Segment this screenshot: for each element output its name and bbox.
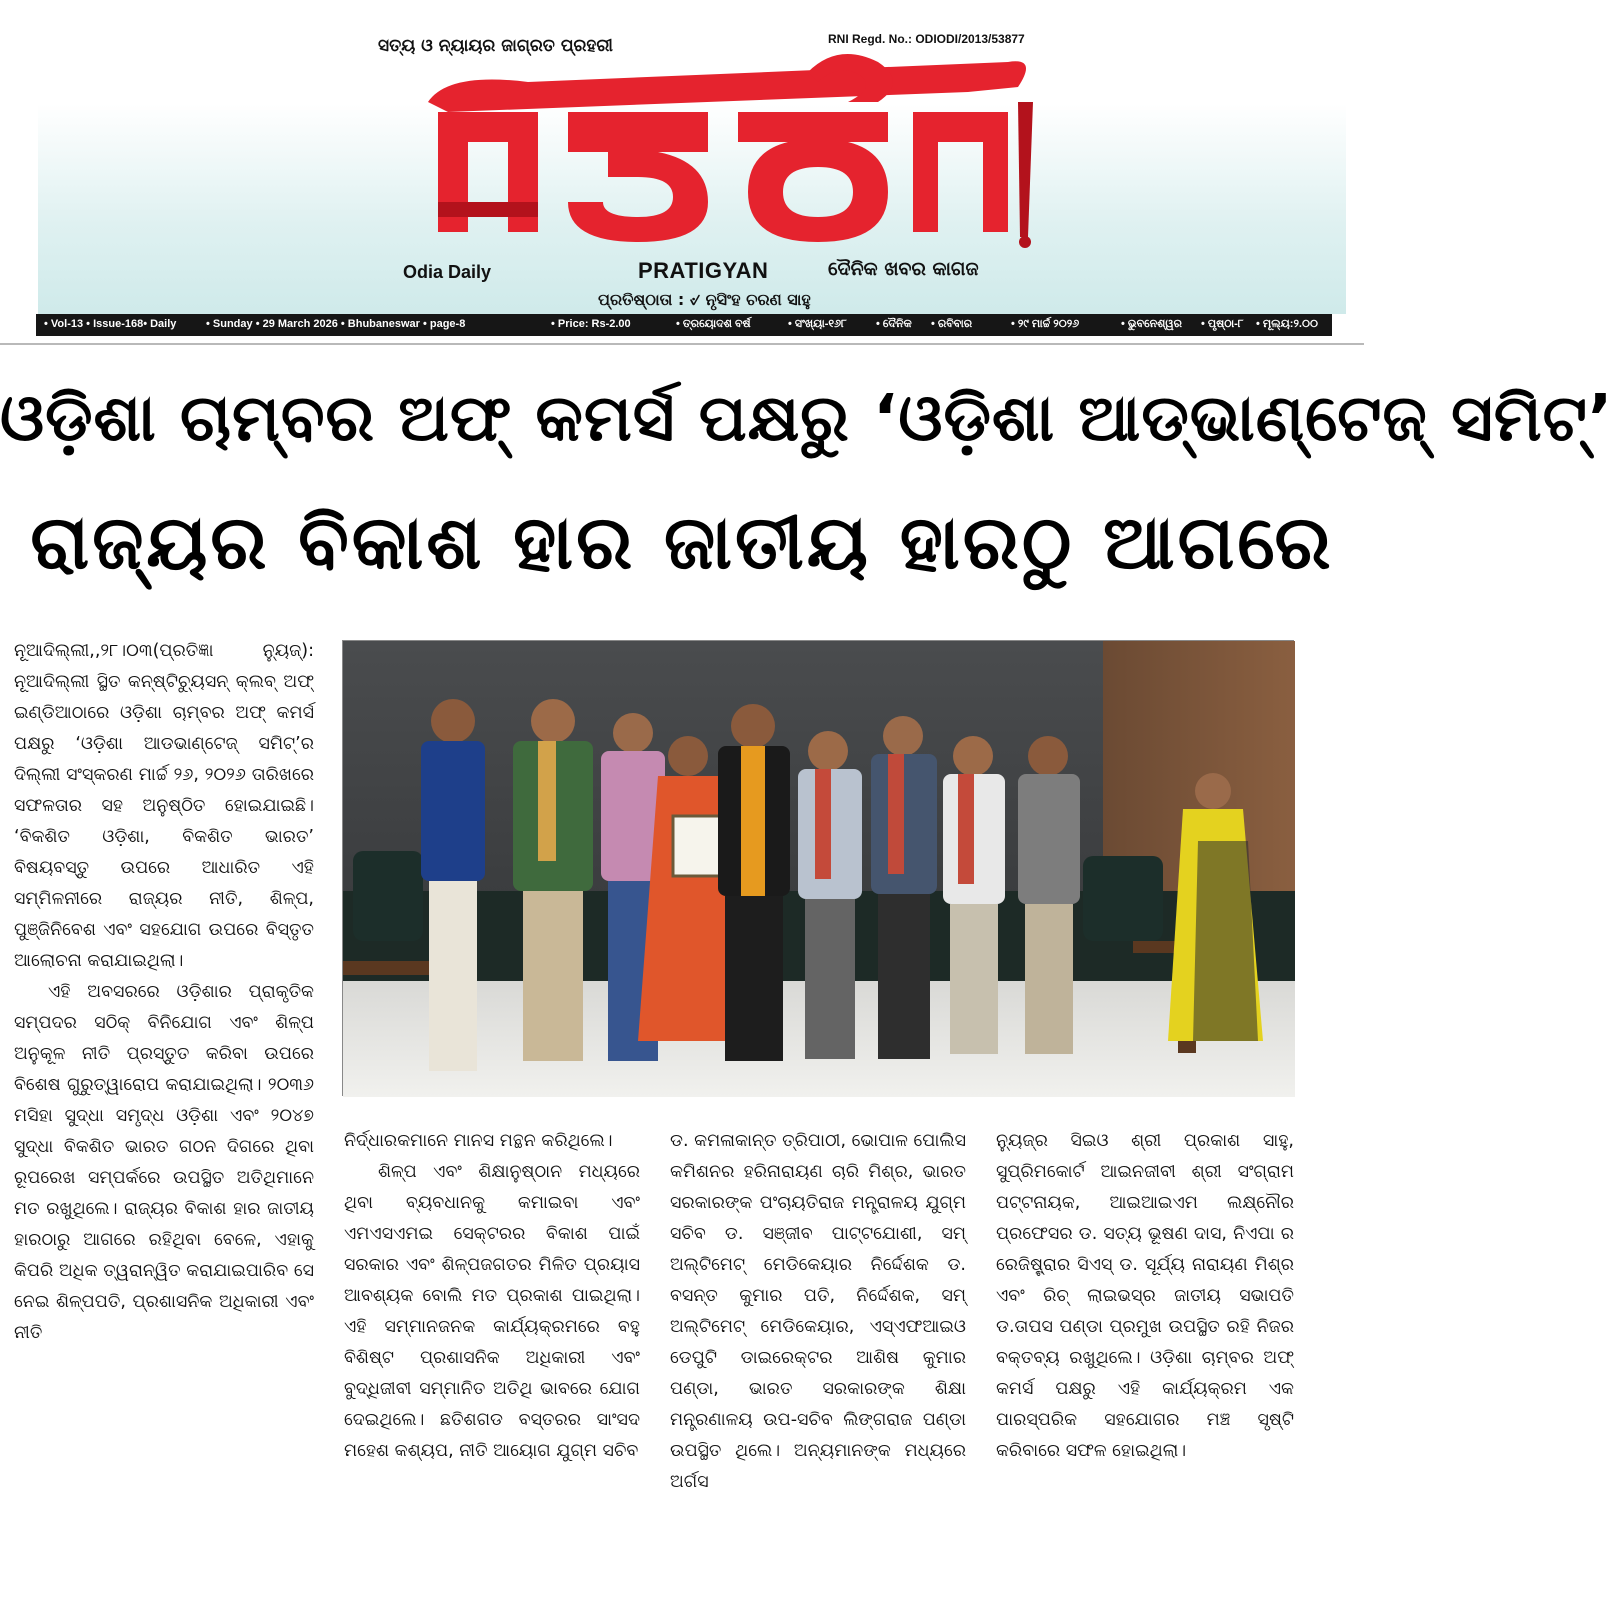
event-photo-illustration — [343, 641, 1295, 1097]
strip-volume: • Vol-13 • Issue-168• Daily — [44, 318, 177, 330]
strip-odia-price: • ମୂଲ୍ୟ:୨.୦୦ — [1256, 318, 1318, 330]
article-paragraph: ଡ. କମଳାକାନ୍ତ ତ୍ରିପାଠୀ, ଭୋପାଳ ପୋଲିସ କମିଶନର ହରିନାରାୟଣ ଚାରି ମିଶ୍ର, ଭାରତ ସରକାରଙ୍କ ପଂଚାୟତିରାଜ ମନ୍ତ୍ରାଳୟ ଯୁଗ୍ମ ସଚିବ ଡ. ସଞ୍ଜୀବ ପାଟ୍ଟଯୋଶୀ, ସମ୍ ଅଲ୍ଟିମେଟ୍ ମେଡିକେୟାର ନିର୍ଦ୍ଦେଶକ ଡ. ବସନ୍ତ କୁମାର ପତି, ନିର୍ଦ୍ଦେଶକ, ସମ୍ ଅଲ୍ଟିମେଟ୍ ମେଡିକେୟାର, ଏସ୍‌ଏଫଆଇଓ ଡେପୁଟି ଡାଇରେକ୍ଟର ଆଶିଷ କୁମାର ପଣ୍ଡା, ଭାରତ ସରକାରଙ୍କ ଶିକ୍ଷା ମନ୍ତ୍ରଣାଳୟ ଉପ-ସଚିବ ଲିଙ୍ଗରାଜ ପଣ୍ଡା ଉପସ୍ଥିତ ଥିଲେ। ଅନ୍ୟମାନଙ୍କ ମଧ୍ୟରେ ଅର୍ଗସ — [670, 1131, 966, 1492]
newspaper-logo — [408, 42, 1038, 252]
headline-line-2: ରାଜ୍ୟର ବିକାଶ ହାର ଜାତୀୟ ହାରଠୁ ଆଗରେ — [30, 500, 1334, 586]
strip-odia-issue: • ସଂଖ୍ୟା-୧୬୮ — [788, 318, 847, 330]
rni-number: RNI Regd. No.: ODIODI/2013/53877 — [828, 32, 1025, 46]
article-column-1 — [14, 636, 314, 1349]
info-strip — [36, 314, 1332, 336]
strip-odia-year: • ତ୍ରୟୋଦଶ ବର୍ଷ — [676, 318, 751, 330]
article-paragraph: ନ୍ୟୁଜ୍‌ର ସିଇଓ ଶ୍ରୀ ପ୍ରକାଶ ସାହୁ, ସୁପ୍ରିମକୋର୍ଟ ଆଇନଜୀବୀ ଶ୍ରୀ ସଂଗ୍ରାମ ପଟ୍ଟନାୟକ, ଆଇଆଇଏମ ଲକ୍ଷ୍ନୌର ପ୍ରଫେସର ଡ. ସତ୍ୟ ଭୂଷଣ ଦାସ, ନିଏପା ର ରେଜିଷ୍ଟ୍ରାର ସିଏସ୍ ଡ. ସୂର୍ଯ୍ୟ ନାରାୟଣ ମିଶ୍ର ଏବଂ ରିଚ୍ ଲାଇଭସ୍‌ର ଜାତୀୟ ସଭାପତି ଡ.ତାପସ ପଣ୍ଡା ପ୍ରମୁଖ ଉପସ୍ଥିତ ରହି ନିଜର ବକ୍ତବ୍ୟ ରଖୁଥିଲେ। ଓଡ଼ିଶା ଚାମ୍ବର ଅଫ୍ କମର୍ସ ପକ୍ଷରୁ ଏହି କାର୍ଯ୍ୟକ୍ରମ ଏକ ପାରସ୍ପରିକ ସହଯୋଗର ମଞ୍ଚ ସୃଷ୍ଟି କରିବାରେ ସଫଳ ହୋଇଥିଲା। — [996, 1131, 1294, 1461]
article-paragraph: ଏହି ଅବସରରେ ଓଡ଼ିଶାର ପ୍ରାକୃତିକ ସମ୍ପଦର ସଠିକ୍ ବିନିଯୋଗ ଏବଂ ଶିଳ୍ପ ଅନୁକୂଳ ନୀତି ପ୍ରସ୍ତୁତ କରିବା ଉପରେ ବିଶେଷ ଗୁରୁତ୍ୱାରୋପ କରାଯାଇଥିଲା। ୨୦୩୬ ମସିହା ସୁଦ୍ଧା ସମୃଦ୍ଧ ଓଡ଼ିଶା ଏବଂ ୨୦୪୭ ସୁଦ୍ଧା ବିକଶିତ ଭାରତ ଗଠନ ଦିଗରେ ଥିବା ରୂପରେଖ ସମ୍ପର୍କରେ ଉପସ୍ଥିତ ଅତିଥିମାନେ ମତ ରଖୁଥିଲେ। ରାଜ୍ୟର ବିକାଶ ହାର ଜାତୀୟ ହାରଠାରୁ ଆଗରେ ରହିଥିବା ବେଳେ, ଏହାକୁ କିପରି ଅଧିକ ତ୍ୱରାନ୍ୱିତ କରାଯାଇପାରିବ ସେ ନେଇ ଶିଳ୍ପପତି, ପ୍ରଶାସନିକ ଅଧିକାରୀ ଏବଂ ନୀତି — [14, 982, 314, 1343]
founder-line: ପ୍ରତିଷ୍ଠାତା : ୰ ନୃସିଂହ ଚରଣ ସାହୁ — [598, 290, 811, 309]
article-column-2 — [344, 1126, 640, 1467]
header-divider — [0, 343, 1364, 345]
article-paragraph: ଶିଳ୍ପ ଏବଂ ଶିକ୍ଷାନୁଷ୍ଠାନ ମଧ୍ୟରେ ଥିବା ବ୍ୟବଧାନକୁ କମାଇବା ଏବଂ ଏମଏସଏମଇ ସେକ୍ଟରର ବିକାଶ ପାଇଁ ସରକାର ଏବଂ ଶିଳ୍ପଜଗତର ମିଳିତ ପ୍ରୟାସ ଆବଶ୍ୟକ ବୋଲି ମତ ପ୍ରକାଶ ପାଇଥିଲା। ଏହି ସମ୍ମାନଜନକ କାର୍ଯ୍ୟକ୍ରମରେ ବହୁ ବିଶିଷ୍ଟ ପ୍ରଶାସନିକ ଅଧିକାରୀ ଏବଂ ବୁଦ୍ଧିଜୀବୀ ସମ୍ମାନିତ ଅତିଥି ଭାବରେ ଯୋଗ ଦେଇଥିଲେ। ଛତିଶଗଡ ବସ୍ତରର ସାଂସଦ ମହେଶ କଶ୍ୟପ, ନୀତି ଆୟୋଗ ଯୁଗ୍ମ ସଚିବ — [344, 1162, 640, 1461]
article-paragraph: ନୂଆଦିଲ୍ଲୀ,,୨୮।୦୩(ପ୍ରତିଜ୍ଞା ନ୍ୟୁଜ୍): ନୂଆଦିଲ୍ଲୀ ସ୍ଥିତ କନ୍‌ଷ୍ଟିଚ୍ୟୁସନ୍ କ୍ଲବ୍ ଅଫ୍ ଇଣ୍ଡିଆଠାରେ ଓଡ଼ିଶା ଚାମ୍ବର ଅଫ୍ କମର୍ସ ପକ୍ଷରୁ ‘ଓଡ଼ିଶା ଆଡଭାଣ୍ଟେଜ୍ ସମିଟ୍’ର ଦିଲ୍ଲୀ ସଂସ୍କରଣ ମାର୍ଚ୍ଚ ୨୬, ୨୦୨୬ ତାରିଖରେ ସଫଳତାର ସହ ଅନୁଷ୍ଠିତ ହୋଇଯାଇଛି। ‘ବିକଶିତ ଓଡ଼ିଶା, ବିକଶିତ ଭାରତ’ ବିଷୟବସ୍ତୁ ଉପରେ ଆଧାରିତ ଏହି ସମ୍ମିଳନୀରେ ରାଜ୍ୟର ନୀତି, ଶିଳ୍ପ, ପୁଞ୍ଜିନିବେଶ ଏବଂ ସହଯୋଗ ଉପରେ ବିସ୍ତୃତ ଆଲୋଚନା କରାଯାଇଥିଲା। — [14, 641, 314, 971]
strip-date: • Sunday • 29 March 2026 • Bhubaneswar • page-8 — [206, 318, 466, 330]
strip-odia-city: • ଭୁବନେଶ୍ୱର — [1121, 318, 1182, 330]
article-column-4 — [996, 1126, 1294, 1467]
article-column-3 — [670, 1126, 966, 1498]
strip-price: • Price: Rs-2.00 — [551, 318, 631, 330]
strip-odia-date: • ୨୯ ମାର୍ଚ୍ଚ ୨୦୨୬ — [1011, 318, 1080, 330]
strip-odia-day: • ରବିବାର — [931, 318, 973, 330]
article-paragraph: ନିର୍ଦ୍ଧାରକମାନେ ମାନସ ମନ୍ଥନ କରିଥିଲେ। — [344, 1131, 613, 1151]
daily-paper-label: ଦୈନିକ ଖବର କାଗଜ — [828, 258, 979, 280]
pratigyan-label: PRATIGYAN — [638, 258, 769, 283]
strip-odia-page: • ପୃଷ୍ଠା-୮ — [1201, 318, 1244, 330]
strip-odia-daily: • ଦୈନିକ — [876, 318, 912, 330]
headline-line-1: ଓଡ଼ିଶା ଚାମ୍ବର ଅଫ୍ କମର୍ସ ପକ୍ଷରୁ ‘ଓଡ଼ିଶା ଆଡ୍‌ଭାଣ୍ଟେଜ୍ ସମିଟ୍’ — [0, 382, 1613, 456]
event-photo — [342, 640, 1294, 1096]
odia-daily-label: Odia Daily — [403, 262, 492, 282]
masthead-tagline: ସତ୍ୟ ଓ ନ୍ୟାୟର ଜାଗ୍ରତ ପ୍ରହରୀ — [378, 36, 613, 56]
masthead — [38, 14, 1346, 314]
